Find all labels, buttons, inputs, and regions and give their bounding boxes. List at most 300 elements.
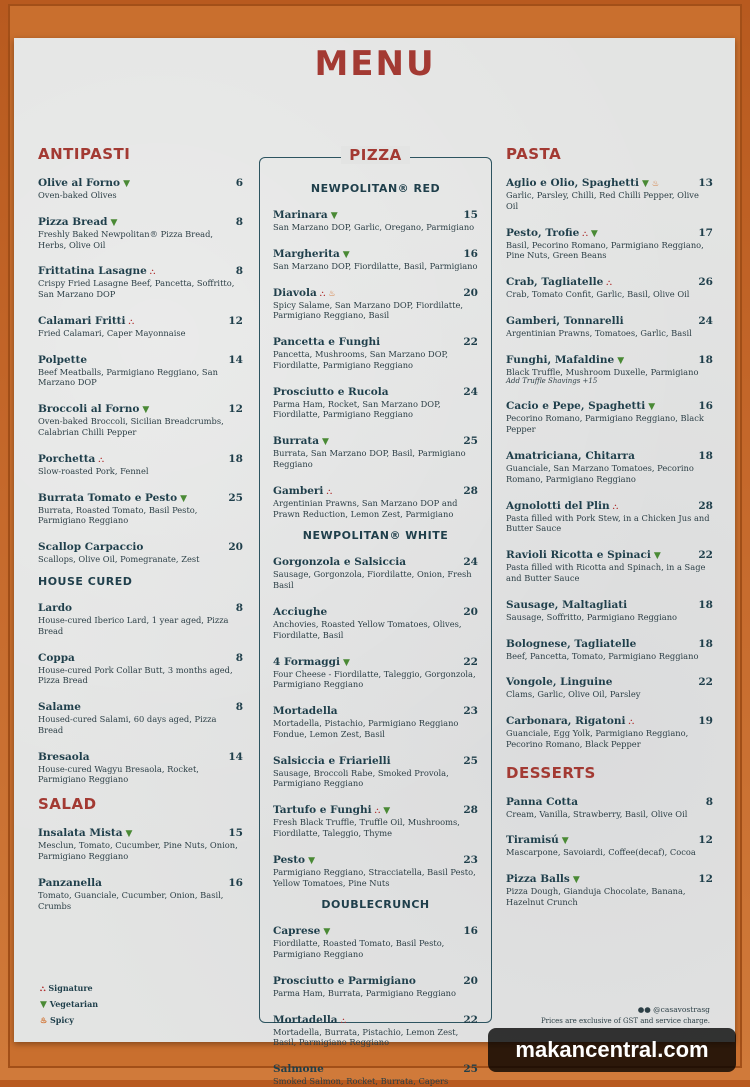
menu-item-row bbox=[506, 394, 713, 413]
pizza-panel bbox=[259, 146, 492, 1087]
menu-item-description: Crispy Fried Lasagne Beef, Pancetta, Soffritto, San Marzano DOP bbox=[38, 278, 235, 300]
legend-vegetarian bbox=[40, 999, 98, 1010]
vegetarian-icon: ▼ bbox=[590, 228, 598, 239]
menu-item-name-wrap bbox=[506, 828, 569, 847]
menu-item-row bbox=[38, 871, 243, 890]
menu-item-name-wrap bbox=[506, 309, 624, 328]
menu-item bbox=[506, 494, 713, 535]
menu-item-price: 8 bbox=[705, 795, 713, 808]
menu-item-description: Beef, Pancetta, Tomato, Parmigiano Reggiano bbox=[506, 650, 699, 661]
menu-item-name-wrap bbox=[506, 171, 659, 190]
menu-item bbox=[273, 1057, 478, 1087]
menu-item-row bbox=[273, 203, 478, 222]
menu-item-price: 20 bbox=[463, 286, 478, 299]
menu-item-name-wrap bbox=[38, 348, 87, 367]
menu-item-description: Garlic, Parsley, Chilli, Red Chilli Pepper, Olive Oil bbox=[506, 190, 699, 211]
menu-item-name-wrap bbox=[273, 749, 391, 768]
menu-item bbox=[506, 221, 713, 262]
menu-item-price: 22 bbox=[698, 676, 713, 689]
menu-item-name: Pesto, Trofie bbox=[506, 226, 580, 239]
menu-item-description: House-cured Wagyu Bresaola, Rocket, Parmigiano Reggiano bbox=[38, 763, 199, 785]
desserts-list bbox=[506, 790, 713, 908]
menu-item-price: 19 bbox=[698, 715, 713, 728]
menu-item-row bbox=[38, 447, 243, 466]
menu-item-row bbox=[38, 259, 243, 278]
vegetarian-icon: ▼ bbox=[323, 927, 331, 938]
menu-item-name-wrap bbox=[38, 745, 90, 764]
menu-item-description: San Marzano DOP, Fiordilatte, Basil, Parmigiano bbox=[273, 260, 478, 271]
menu-item bbox=[273, 848, 478, 889]
menu-item-name: Prosciutto e Parmigiano bbox=[273, 974, 416, 987]
menu-item-row bbox=[273, 281, 478, 300]
vegetarian-icon: ▼ bbox=[561, 836, 569, 847]
menu-item bbox=[506, 394, 713, 435]
menu-item-row bbox=[273, 848, 478, 867]
menu-item-name-wrap bbox=[38, 486, 187, 505]
menu-item-row bbox=[506, 171, 713, 190]
menu-item-name: Panna Cotta bbox=[506, 795, 579, 808]
menu-item-name: Insalata Mista bbox=[38, 827, 123, 840]
menu-item-name: Gamberi, Tonnarelli bbox=[506, 314, 624, 327]
menu-item-price: 14 bbox=[228, 750, 243, 763]
menu-item-name: Amatriciana, Chitarra bbox=[506, 450, 635, 463]
menu-item bbox=[38, 871, 243, 912]
menu-item-row bbox=[506, 867, 713, 886]
menu-item-price: 12 bbox=[228, 314, 243, 327]
menu-item bbox=[273, 699, 478, 740]
pizza-red-heading: NEWPOLITAN® RED bbox=[310, 182, 441, 195]
pizza-white-heading: NEWPOLITAN® WHITE bbox=[302, 529, 449, 543]
menu-item bbox=[38, 348, 243, 389]
menu-item-price: 23 bbox=[463, 705, 478, 718]
menu-item-name-wrap bbox=[38, 309, 134, 328]
menu-item-description: San Marzano DOP, Garlic, Oregano, Parmigiano bbox=[273, 222, 475, 232]
signature-icon: ⛬ bbox=[628, 717, 635, 727]
menu-item bbox=[273, 1008, 478, 1049]
menu-item-name-wrap bbox=[38, 871, 102, 890]
menu-item bbox=[38, 821, 243, 862]
menu-item-price: 18 bbox=[698, 598, 713, 611]
menu-item-description: Sausage, Soffritto, Parmigiano Reggiano bbox=[506, 611, 678, 622]
menu-item-name: Acciughe bbox=[273, 605, 328, 618]
right-column bbox=[506, 145, 713, 917]
menu-item-name: Pesto bbox=[273, 853, 306, 866]
spicy-icon: ♨ bbox=[328, 288, 336, 298]
menu-item bbox=[273, 749, 478, 790]
menu-item-description: Burrata, Roasted Tomato, Basil Pesto, Parmigiano Reggiano bbox=[38, 504, 198, 526]
menu-item-name: Salsiccia e Friarielli bbox=[273, 754, 391, 767]
vegetarian-icon: ▼ bbox=[110, 217, 118, 228]
menu-item-row bbox=[506, 593, 713, 612]
menu-item-name: Scallop Carpaccio bbox=[38, 541, 144, 554]
social-icons: ●● bbox=[637, 1005, 654, 1014]
menu-item bbox=[506, 309, 713, 339]
menu-item-price: 20 bbox=[463, 605, 478, 618]
menu-item-name-wrap bbox=[38, 695, 81, 714]
left-column bbox=[38, 145, 243, 920]
menu-item-name-wrap bbox=[273, 798, 390, 817]
menu-item-row bbox=[506, 790, 713, 809]
menu-item-row bbox=[273, 429, 478, 448]
menu-item-name: Pizza Balls bbox=[506, 873, 570, 886]
menu-item-row bbox=[506, 632, 713, 651]
menu-item-price: 16 bbox=[698, 400, 713, 413]
menu-item-name-wrap bbox=[506, 543, 661, 562]
vegetarian-icon: ▼ bbox=[383, 806, 391, 817]
menu-item bbox=[273, 650, 478, 691]
menu-item-name: Gorgonzola e Salsiccia bbox=[273, 556, 407, 569]
menu-item bbox=[506, 632, 713, 662]
menu-item-description: Oven-baked Olives bbox=[38, 190, 117, 200]
menu-item-name-wrap bbox=[273, 650, 350, 669]
menu-item-name: Aglio e Olio, Spaghetti bbox=[506, 177, 639, 189]
house-cured-heading: HOUSE CURED bbox=[38, 574, 133, 588]
menu-item-name: Tiramisú bbox=[506, 834, 559, 847]
menu-item-row bbox=[273, 1057, 478, 1076]
menu-item-description: Tomato, Guanciale, Cucumber, Onion, Basil, Crumbs bbox=[38, 889, 224, 911]
pasta-list bbox=[506, 171, 713, 750]
menu-item-name-wrap bbox=[506, 494, 618, 513]
menu-item bbox=[506, 593, 713, 623]
menu-item-price: 28 bbox=[698, 499, 713, 512]
menu-item-name-wrap bbox=[273, 848, 315, 867]
menu-item-row bbox=[273, 330, 478, 349]
menu-item-name: Diavola bbox=[273, 286, 317, 299]
signature-icon: ⛬ bbox=[374, 806, 381, 816]
menu-item-row bbox=[273, 699, 478, 718]
menu-item-price: 8 bbox=[235, 651, 243, 664]
salad-heading: SALAD bbox=[38, 795, 97, 814]
pizza-white-list bbox=[273, 550, 478, 888]
menu-item-row bbox=[506, 670, 713, 689]
menu-item-row bbox=[38, 535, 243, 554]
menu-item-price: 25 bbox=[228, 491, 243, 504]
menu-item-row bbox=[38, 397, 243, 416]
menu-item-description: Pasta filled with Pork Stew, in a Chicken Jus and Butter Sauce bbox=[506, 512, 710, 534]
menu-item-price: 18 bbox=[698, 450, 713, 463]
menu-item-name: Tartufo e Funghi bbox=[273, 804, 372, 817]
menu-item-row bbox=[38, 596, 243, 615]
menu-item-price: 25 bbox=[463, 754, 478, 767]
legend-signature-label: Signature bbox=[48, 983, 93, 993]
menu-item-row bbox=[273, 650, 478, 669]
menu-item bbox=[506, 867, 713, 908]
menu-item-row bbox=[273, 749, 478, 768]
menu-item bbox=[38, 397, 243, 438]
menu-item-price: 8 bbox=[235, 601, 243, 614]
menu-item bbox=[38, 596, 243, 637]
signature-icon: ⛬ bbox=[612, 501, 619, 511]
menu-item-price: 22 bbox=[463, 336, 478, 349]
menu-item-name: Sausage, Maltagliati bbox=[506, 598, 628, 611]
menu-item-price: 14 bbox=[228, 353, 243, 366]
menu-item-description: Oven-baked Broccoli, Sicilian Breadcrumbs, Calabrian Chilli Pepper bbox=[38, 416, 224, 438]
menu-item-name-wrap bbox=[506, 593, 627, 612]
menu-item-price: 23 bbox=[463, 853, 478, 866]
menu-item-price: 13 bbox=[698, 177, 713, 189]
menu-item-name: Burrata bbox=[273, 435, 320, 448]
menu-item-name-wrap bbox=[273, 919, 330, 938]
menu-item-name-wrap bbox=[506, 348, 624, 367]
menu-item-price: 8 bbox=[235, 215, 243, 228]
menu-item-row bbox=[273, 600, 478, 619]
menu-item-name: Pancetta e Funghi bbox=[273, 336, 381, 349]
menu-item-price: 22 bbox=[463, 1013, 478, 1026]
menu-item-name-wrap bbox=[273, 1008, 346, 1027]
menu-item-name: Polpette bbox=[38, 353, 88, 366]
pizza-double-list bbox=[273, 919, 478, 1087]
spicy-icon: ♨ bbox=[651, 179, 660, 188]
legend-spicy bbox=[40, 1015, 98, 1025]
house-cured-list bbox=[38, 596, 243, 785]
menu-item bbox=[506, 543, 713, 584]
menu-item-description: Parma Ham, Rocket, San Marzano DOP, Fiordilatte, Parmigiano Reggiano bbox=[273, 398, 441, 420]
menu-item-row bbox=[273, 380, 478, 399]
menu-item-price: 12 bbox=[698, 834, 713, 847]
menu-item-description: Four Cheese - Fiordilatte, Taleggio, Gorgonzola, Parmigiano Reggiano bbox=[273, 668, 476, 690]
menu-item-name: Mortadella bbox=[273, 705, 338, 718]
menu-item bbox=[38, 171, 243, 201]
pizza-red-list bbox=[273, 203, 478, 519]
menu-item-name-wrap bbox=[506, 790, 578, 809]
vegetarian-icon: ▼ bbox=[648, 402, 656, 413]
menu-item-row bbox=[273, 242, 478, 261]
menu-item bbox=[273, 479, 478, 520]
menu-item-description: Smoked Salmon, Rocket, Burrata, Capers bbox=[273, 1076, 449, 1087]
signature-icon: ⛬ bbox=[128, 316, 135, 326]
menu-item bbox=[506, 670, 713, 700]
menu-item-description: Black Truffle, Mushroom Duxelle, Parmigiano bbox=[506, 366, 699, 377]
menu-item-name-wrap bbox=[38, 210, 117, 229]
menu-item-row bbox=[38, 486, 243, 505]
legend-signature bbox=[40, 983, 98, 994]
signature-icon: ⛬ bbox=[98, 454, 104, 464]
menu-item bbox=[506, 444, 713, 485]
menu-item bbox=[38, 309, 243, 339]
menu-item-name: Agnolotti del Plin bbox=[506, 499, 610, 512]
menu-item-name-wrap bbox=[38, 171, 130, 190]
menu-item bbox=[506, 348, 713, 386]
menu-item-name-wrap bbox=[273, 479, 332, 498]
menu-item-description: Cream, Vanilla, Strawberry, Basil, Olive Oil bbox=[506, 808, 688, 819]
antipasti-heading: ANTIPASTI bbox=[38, 145, 131, 163]
menu-item-name-wrap bbox=[38, 397, 149, 416]
menu-item-row bbox=[506, 348, 713, 367]
menu-item-name-wrap bbox=[506, 444, 635, 463]
salad-list bbox=[38, 821, 243, 911]
menu-item-price: 17 bbox=[698, 226, 713, 239]
menu-item-name: Ravioli Ricotta e Spinaci bbox=[506, 549, 651, 562]
menu-item-description: Mesclun, Tomato, Cucumber, Pine Nuts, Onion, Parmigiano Reggiano bbox=[38, 840, 238, 861]
menu-item-description: Clams, Garlic, Olive Oil, Parsley bbox=[506, 689, 641, 700]
signature-icon: ⛬ bbox=[582, 228, 588, 238]
menu-item-description: Parma Ham, Burrata, Parmigiano Reggiano bbox=[273, 987, 457, 998]
signature-icon: ⛬ bbox=[340, 1015, 347, 1025]
menu-item-description: Slow-roasted Pork, Fennel bbox=[38, 465, 149, 476]
menu-item-description: Burrata, San Marzano DOP, Basil, Parmigiano Reggiano bbox=[273, 448, 466, 470]
menu-item-description: Mascarpone, Savoiardi, Coffee(decaf), Cocoa bbox=[506, 847, 696, 858]
menu-item-price: 25 bbox=[463, 435, 478, 448]
menu-item-description: Spicy Salame, San Marzano DOP, Fiordilatte, Parmigiano Reggiano, Basil bbox=[273, 299, 463, 321]
signature-icon: ⛬ bbox=[319, 288, 326, 298]
menu-item-price: 20 bbox=[228, 541, 243, 554]
menu-item-price: 15 bbox=[463, 209, 478, 221]
menu-item-price: 22 bbox=[698, 549, 713, 562]
menu-item-name-wrap bbox=[38, 259, 155, 278]
menu-item-name: Vongole, Linguine bbox=[506, 676, 613, 689]
menu-item-name: Funghi, Mafaldine bbox=[506, 353, 615, 366]
menu-item-name: Salame bbox=[38, 701, 81, 714]
menu-item-name: Porchetta bbox=[38, 452, 96, 465]
menu-item-note: Add Truffle Shavings +15 bbox=[506, 377, 598, 386]
menu-item bbox=[38, 695, 243, 736]
menu-item-row bbox=[506, 543, 713, 562]
menu-item bbox=[38, 486, 243, 527]
menu-item-name: Cacio e Pepe, Spaghetti bbox=[506, 400, 646, 413]
menu-item bbox=[38, 447, 243, 477]
vegetarian-icon: ▼ bbox=[342, 657, 350, 668]
menu-item-name: Bolognese, Tagliatelle bbox=[506, 637, 637, 650]
signature-icon: ⛬ bbox=[606, 278, 612, 288]
vegetarian-icon: ▼ bbox=[572, 875, 580, 886]
menu-item-name-wrap bbox=[506, 867, 580, 886]
menu-item-row bbox=[506, 221, 713, 240]
pizza-heading: PIZZA bbox=[341, 146, 409, 164]
menu-item-name-wrap bbox=[273, 380, 389, 399]
menu-item-price: 24 bbox=[463, 385, 478, 398]
menu-item-name-wrap bbox=[273, 330, 380, 349]
menu-item-description: Sausage, Gorgonzola, Fiordilatte, Onion, Fresh Basil bbox=[273, 569, 472, 591]
menu-item-name: Lardo bbox=[38, 601, 73, 614]
menu-item-name-wrap bbox=[506, 632, 636, 651]
menu-item-name: Salmone bbox=[273, 1063, 324, 1076]
menu-item-row bbox=[506, 828, 713, 847]
menu-item bbox=[273, 242, 478, 272]
menu-item-row bbox=[506, 444, 713, 463]
menu-title: MENU bbox=[314, 44, 436, 84]
menu-item bbox=[273, 203, 478, 233]
menu-item-description: Beef Meatballs, Parmigiano Reggiano, San Marzano DOP bbox=[38, 366, 218, 388]
menu-item-name-wrap bbox=[38, 596, 72, 615]
menu-item bbox=[38, 646, 243, 687]
menu-item-name: 4 Formaggi bbox=[273, 655, 340, 668]
menu-item-name: Crab, Tagliatelle bbox=[506, 276, 604, 289]
menu-item-name-wrap bbox=[38, 535, 143, 554]
menu-item-description: Pecorino Romano, Parmigiano Reggiano, Black Pepper bbox=[506, 413, 704, 435]
menu-item-name-wrap bbox=[273, 550, 406, 569]
menu-item-name-wrap bbox=[273, 969, 416, 988]
menu-item-description: Anchovies, Roasted Yellow Tomatoes, Olives, Fiordilatte, Basil bbox=[273, 618, 462, 640]
menu-item-row bbox=[506, 709, 713, 728]
menu-item-price: 22 bbox=[463, 655, 478, 668]
menu-item-name-wrap bbox=[506, 394, 655, 413]
menu-item-name: Margherita bbox=[273, 247, 340, 260]
menu-item-description: Sausage, Broccoli Rabe, Smoked Provola, Parmigiano Reggiano bbox=[273, 767, 449, 789]
menu-item bbox=[506, 828, 713, 858]
menu-item bbox=[273, 550, 478, 591]
menu-item-price: 12 bbox=[698, 873, 713, 886]
menu-item-price: 8 bbox=[235, 701, 243, 714]
menu-item-price: 28 bbox=[463, 484, 478, 497]
menu-item bbox=[273, 330, 478, 371]
pizza-inner bbox=[260, 158, 491, 1087]
menu-item-row bbox=[38, 348, 243, 367]
menu-item-name-wrap bbox=[38, 646, 75, 665]
menu-item-price: 28 bbox=[463, 804, 478, 817]
menu-item-row bbox=[38, 745, 243, 764]
vegetarian-icon: ▼ bbox=[342, 249, 350, 260]
menu-item bbox=[273, 919, 478, 960]
menu-item-description: Parmigiano Reggiano, Stracciatella, Basil Pesto, Yellow Tomatoes, Pine Nuts bbox=[273, 866, 476, 888]
vegetarian-icon: ▼ bbox=[142, 405, 150, 416]
menu-item-price: 8 bbox=[235, 265, 243, 278]
social-handle: @casavostrasg bbox=[653, 1005, 710, 1014]
menu-item-name-wrap bbox=[38, 447, 104, 466]
menu-item bbox=[273, 600, 478, 641]
menu-item-description: Housed-cured Salami, 60 days aged, Pizza Bread bbox=[38, 714, 217, 735]
menu-item-price: 18 bbox=[698, 637, 713, 650]
vegetarian-icon: ▼ bbox=[40, 1000, 47, 1010]
vegetarian-icon: ▼ bbox=[125, 829, 133, 840]
menu-item-name: Pizza Bread bbox=[38, 215, 108, 228]
menu-item-name: Frittatina Lasagne bbox=[38, 265, 147, 278]
menu-item bbox=[273, 429, 478, 470]
menu-item-name: Broccoli al Forno bbox=[38, 403, 140, 416]
menu-item-description: Argentinian Prawns, Tomatoes, Garlic, Basil bbox=[506, 327, 692, 338]
menu-item-name-wrap bbox=[273, 429, 329, 448]
menu-item-name-wrap bbox=[506, 709, 634, 728]
menu-item-name: Caprese bbox=[273, 925, 321, 938]
menu-item-name: Bresaola bbox=[38, 750, 90, 763]
spicy-icon: ♨ bbox=[40, 1015, 48, 1025]
menu-item-price: 16 bbox=[463, 925, 478, 938]
menu-item-row bbox=[273, 969, 478, 988]
menu-item-description: Scallops, Olive Oil, Pomegranate, Zest bbox=[38, 554, 200, 565]
menu-item bbox=[273, 380, 478, 421]
menu-item-name: Carbonara, Rigatoni bbox=[506, 715, 626, 728]
menu-item-row bbox=[273, 798, 478, 817]
menu-item-name: Olive al Forno bbox=[38, 177, 121, 189]
menu-item-description: Pasta filled with Ricotta and Spinach, in a Sage and Butter Sauce bbox=[506, 562, 706, 583]
signature-icon: ⛬ bbox=[40, 983, 46, 993]
menu-item bbox=[506, 790, 713, 820]
menu-item bbox=[273, 969, 478, 999]
menu-item-name: Calamari Fritti bbox=[38, 314, 126, 327]
menu-item-name: Mortadella bbox=[273, 1013, 338, 1026]
vegetarian-icon: ▼ bbox=[641, 179, 649, 189]
menu-item-row bbox=[38, 646, 243, 665]
menu-item-description: Mortadella, Burrata, Pistachio, Lemon Zest, Basil, Parmigiano Reggiano bbox=[273, 1026, 459, 1048]
menu-item-name-wrap bbox=[38, 821, 132, 840]
footer-social bbox=[638, 1005, 710, 1014]
pizza-double-heading: DOUBLECRUNCH bbox=[321, 898, 430, 912]
menu-item bbox=[506, 270, 713, 300]
menu-item bbox=[273, 281, 478, 322]
menu-item-price: 24 bbox=[698, 314, 713, 327]
vegetarian-icon: ▼ bbox=[330, 211, 338, 221]
menu-item-row bbox=[273, 919, 478, 938]
menu-item-price: 16 bbox=[463, 247, 478, 260]
menu-item-description: Freshly Baked Newpolitan® Pizza Bread, Herbs, Olive Oil bbox=[38, 228, 214, 250]
menu-item-row bbox=[38, 210, 243, 229]
menu-item-price: 25 bbox=[463, 1063, 478, 1076]
menu-item-description: Basil, Pecorino Romano, Parmigiano Reggiano, Pine Nuts, Green Beans bbox=[506, 239, 704, 261]
menu-item-price: 6 bbox=[235, 177, 243, 189]
menu-item-row bbox=[273, 479, 478, 498]
menu-item-name-wrap bbox=[273, 1057, 324, 1076]
pizza-heading-wrap bbox=[260, 145, 491, 164]
menu-item-row bbox=[506, 270, 713, 289]
